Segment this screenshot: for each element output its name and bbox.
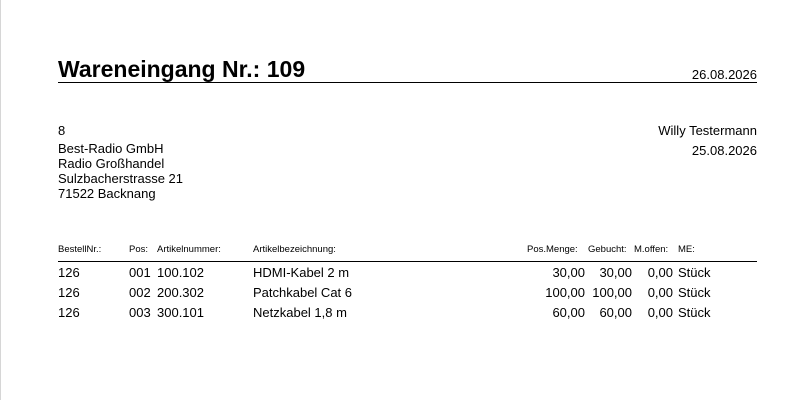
document-title: Wareneingang Nr.: 109 (58, 56, 306, 82)
cell-open: 0,00 (647, 305, 673, 320)
title-divider (58, 82, 757, 83)
header-pos-qty: Pos.Menge: (527, 244, 578, 255)
cell-pos-qty: 100,00 (545, 285, 585, 300)
table-row (0, 305, 795, 323)
cell-unit: Stück (678, 265, 711, 280)
cell-article-no: 200.302 (157, 285, 204, 300)
cell-open: 0,00 (647, 265, 673, 280)
header-divider (58, 261, 757, 262)
cell-booked: 100,00 (592, 285, 632, 300)
cell-pos-qty: 60,00 (552, 305, 585, 320)
header-pos: Pos: (129, 244, 149, 255)
document-date: 26.08.2026 (691, 67, 757, 82)
cell-open: 0,00 (647, 285, 673, 300)
cell-article-no: 300.101 (157, 305, 204, 320)
cell-description: HDMI-Kabel 2 m (253, 265, 350, 280)
cell-booked: 30,00 (599, 265, 632, 280)
page-border (0, 0, 1, 400)
header-open: M.offen: (634, 244, 669, 255)
cell-pos: 002 (129, 285, 151, 300)
cell-pos: 001 (129, 265, 151, 280)
supplier-name: Best-Radio GmbH (58, 141, 164, 156)
header-order-no: BestellNr.: (58, 244, 102, 255)
table-row (0, 285, 795, 303)
cell-unit: Stück (678, 305, 711, 320)
cell-description: Patchkabel Cat 6 (253, 285, 353, 300)
supplier-number: 8 (58, 123, 66, 138)
supplier-line2: Radio Großhandel (58, 156, 165, 171)
cell-booked: 60,00 (599, 305, 632, 320)
cell-pos: 003 (129, 305, 151, 320)
cell-description: Netzkabel 1,8 m (253, 305, 347, 320)
cell-order-no: 126 (58, 285, 80, 300)
header-booked: Gebucht: (588, 244, 627, 255)
cell-order-no: 126 (58, 265, 80, 280)
cell-pos-qty: 30,00 (552, 265, 585, 280)
header-article-no: Artikelnummer: (157, 244, 221, 255)
cell-article-no: 100.102 (157, 265, 204, 280)
user-name: Willy Testermann (658, 123, 757, 138)
supplier-street: Sulzbacherstrasse 21 (58, 171, 184, 186)
table-row (0, 265, 795, 283)
supplier-city: 71522 Backnang (58, 186, 156, 201)
header-description: Artikelbezeichnung: (253, 244, 336, 255)
receipt-date: 25.08.2026 (691, 143, 757, 158)
supplier-address (58, 141, 183, 201)
header-unit: ME: (678, 244, 695, 255)
cell-unit: Stück (678, 285, 711, 300)
cell-order-no: 126 (58, 305, 80, 320)
